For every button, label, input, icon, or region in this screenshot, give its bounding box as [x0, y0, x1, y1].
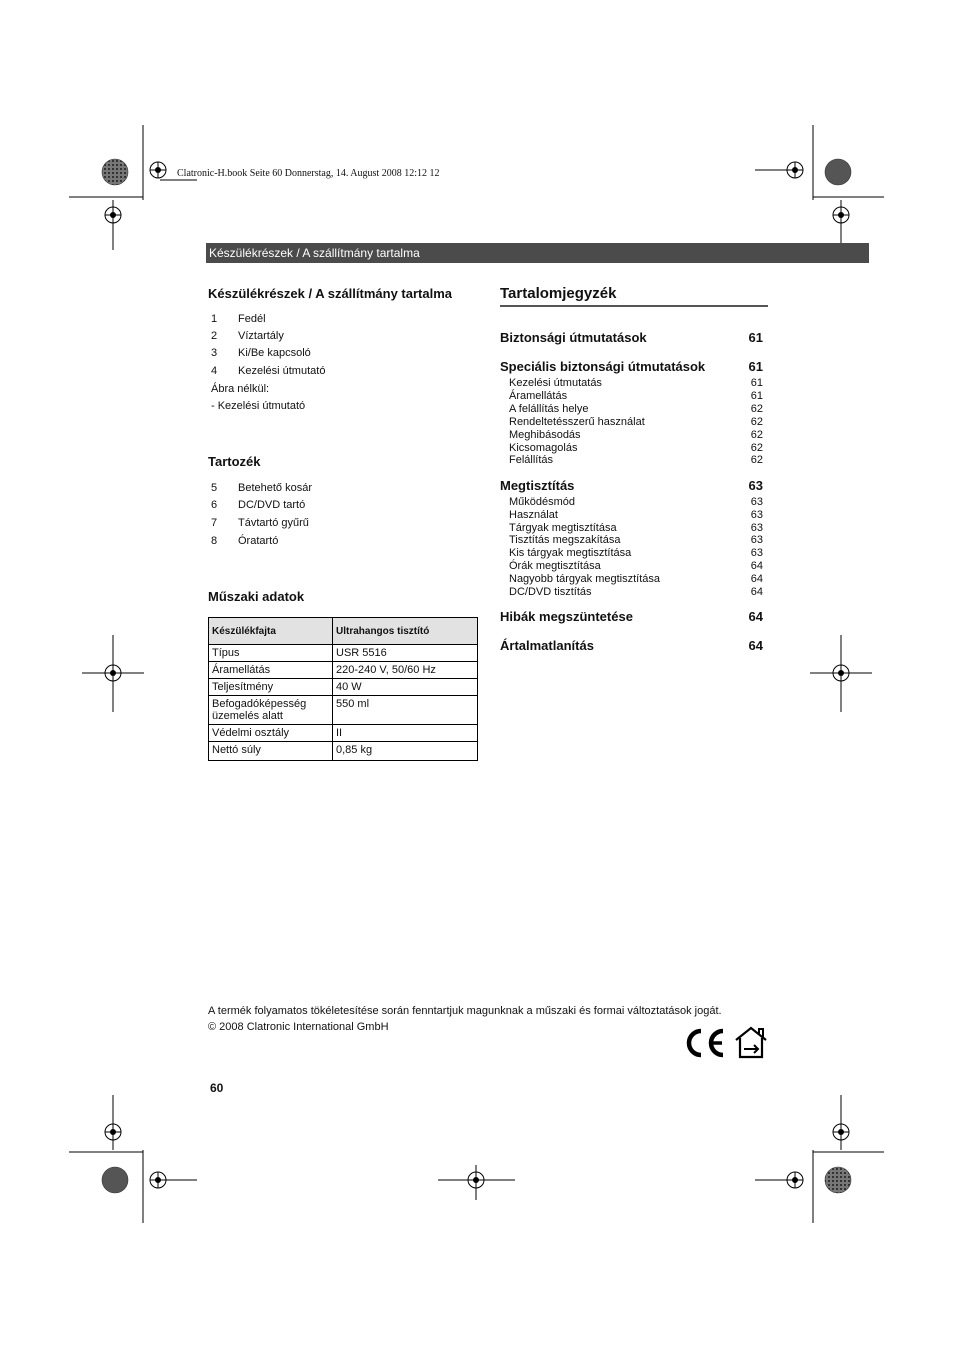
toc-subitem: Kis tárgyak megtisztítása 63	[509, 547, 763, 559]
toc-page: 61	[748, 359, 763, 374]
book-header: Clatronic-H.book Seite 60 Donnerstag, 14. August 2008 12:12 12	[177, 168, 440, 179]
ce-mark-icon	[683, 1027, 729, 1059]
footer-note: A termék folyamatos tökéletesítése során fenntartjuk magunknak a műszaki és formai változtatások jogát.	[208, 1005, 722, 1017]
toc-section-label: Speciális biztonsági útmutatások	[500, 359, 706, 374]
toc-section-label: Megtisztítás	[500, 478, 575, 493]
table-header-cell: Készülékfajta	[209, 618, 333, 645]
toc-subitem: Órák megtisztítása 64	[509, 560, 763, 572]
table-cell: II	[333, 725, 478, 742]
table-cell: 0,85 kg	[333, 742, 478, 761]
toc-section-label: Ártalmatlanítás	[500, 638, 594, 653]
toc-subitem: Meghibásodás 62	[509, 429, 763, 441]
toc-divider	[500, 305, 768, 307]
toc-subitem: Tárgyak megtisztítása 63	[509, 522, 763, 534]
toc-subitem: Rendeltetésszerű használat 62	[509, 416, 763, 428]
indoor-use-house-icon	[733, 1025, 769, 1061]
specs-title: Műszaki adatok	[208, 589, 305, 604]
toc-section	[500, 478, 763, 493]
toc-section-label: Hibák megszüntetése	[500, 609, 633, 624]
toc-subitem: Kicsomagolás 62	[509, 442, 763, 454]
table-header-cell: Ultrahangos tisztító	[333, 618, 478, 645]
page-number: 60	[210, 1081, 224, 1095]
accessories-list: 5 Betehető kosár 6 DC/DVD tartó 7 Távtartó gyűrű 8 Óratartó	[211, 482, 312, 547]
toc-section	[500, 609, 763, 624]
table-cell: 550 ml	[333, 696, 478, 725]
table-cell: Védelmi osztály	[209, 725, 333, 742]
table-cell: Típus	[209, 645, 333, 662]
table-cell: 40 W	[333, 679, 478, 696]
toc-title: Tartalomjegyzék	[500, 285, 617, 302]
toc-page: 64	[748, 609, 763, 624]
toc-subitem: Felállítás 62	[509, 454, 763, 466]
toc-subitem: A felállítás helye 62	[509, 403, 763, 415]
toc-subitem: Kezelési útmutatás 61	[509, 377, 763, 389]
table-row	[209, 696, 478, 725]
toc-section	[500, 359, 763, 374]
section-header-bar: Készülékrészek / A szállítmány tartalma	[206, 243, 869, 263]
parts-title: Készülékrészek / A szállítmány tartalma	[208, 286, 452, 301]
table-row	[209, 662, 478, 679]
table-cell: Teljesítmény	[209, 679, 333, 696]
table-cell: Nettó súly	[209, 742, 333, 761]
toc-subitem: Áramellátás 61	[509, 390, 763, 402]
without-figure-item: - Kezelési útmutató	[211, 400, 306, 412]
table-row	[209, 679, 478, 696]
toc-page: 64	[748, 638, 763, 653]
table-row	[209, 645, 478, 662]
toc-subitem: DC/DVD tisztítás 64	[509, 586, 763, 598]
toc-subitem: Működésmód 63	[509, 496, 763, 508]
toc-section	[500, 638, 763, 653]
toc-subitem: Tisztítás megszakítása 63	[509, 534, 763, 546]
toc-subitem: Használat 63	[509, 509, 763, 521]
toc-page: 63	[748, 478, 763, 493]
parts-list: 1 Fedél 2 Víztartály 3 Ki/Be kapcsoló 4 Kezelési útmutató Ábra nélkül: - Kezelési útmutató	[211, 313, 326, 412]
specs-table	[208, 617, 478, 761]
toc-subitem: Nagyobb tárgyak megtisztítása 64	[509, 573, 763, 585]
accessories-title: Tartozék	[208, 454, 261, 469]
without-figure-label: Ábra nélkül:	[211, 383, 270, 395]
copyright: © 2008 Clatronic International GmbH	[208, 1021, 389, 1033]
table-cell: 220-240 V, 50/60 Hz	[333, 662, 478, 679]
toc-section-label: Biztonsági útmutatások	[500, 330, 647, 345]
table-cell: Áramellátás	[209, 662, 333, 679]
table-cell: USR 5516	[333, 645, 478, 662]
toc-page: 61	[748, 330, 763, 345]
table-row	[209, 725, 478, 742]
table-cell: Befogadóképesség üzemelés alatt	[209, 696, 333, 725]
table-header-row	[209, 618, 478, 645]
toc-section	[500, 330, 763, 345]
table-row	[209, 742, 478, 761]
